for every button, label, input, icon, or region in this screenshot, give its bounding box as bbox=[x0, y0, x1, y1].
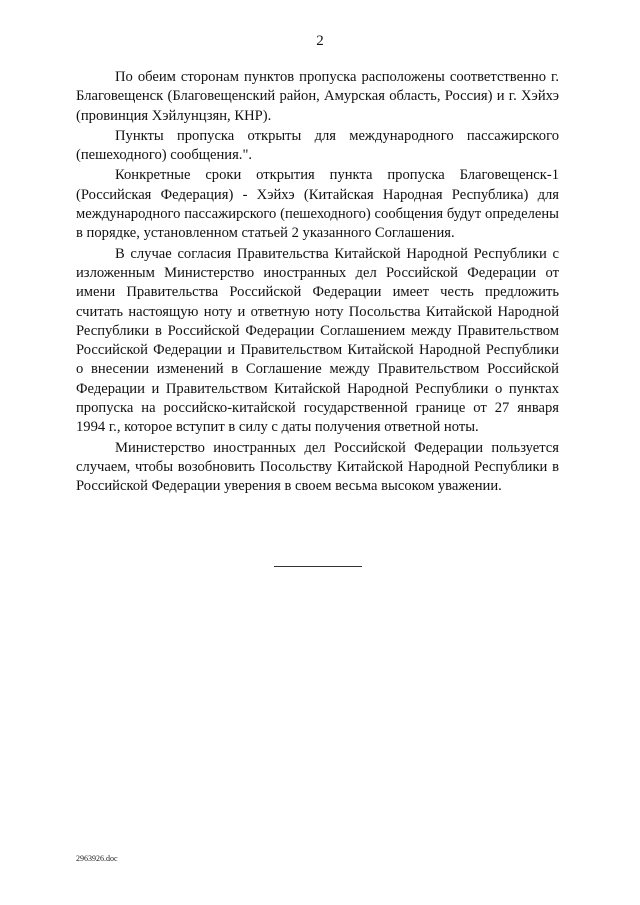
paragraph-checkpoints-location: По обеим сторонам пунктов пропуска расположены соответственно г. Благовещенск (Благовещенский район, Амурская область, Россия) и г. Хэйхэ (провинция Хэйлунцзян, КНР). bbox=[76, 69, 559, 124]
separator-line bbox=[274, 566, 362, 567]
document-file-code: 2963926.doc bbox=[76, 854, 118, 863]
paragraph-opening-dates: Конкретные сроки открытия пункта пропуска Благовещенск-1 (Российская Федерация) - Хэйхэ (Китайская Народная Республика) для международного пассажирского (пешеходного) сообщения будут определены в порядке, установленном статьей 2 указанного Соглашения. bbox=[76, 167, 559, 242]
paragraph-agreement-proposal: В случае согласия Правительства Китайской Народной Республики с изложенным Министерство иностранных дел Российской Федерации от имени Правительства Российской Федерации имеет честь предложить считать настоящую ноту и ответную ноту Посольства Китайской Народной Республики в Российской Федерации Соглашением между Правительством Российской Федерации и Правительством Китайской Народной Республики о внесении изменений в Соглашение между Правительством Российской Федерации и Правительством Китайской Народной Республики о пунктах пропуска на российско-китайской государственной границе от 27 января 1994 г., которое вступит в силу с даты получения ответной ноты. bbox=[76, 245, 559, 436]
paragraph-closing-courtesy: Министерство иностранных дел Российской Федерации пользуется случаем, чтобы возобновить Посольству Китайской Народной Республики в Российской Федерации уверения в своем весьма высоком уважении. bbox=[76, 439, 559, 495]
paragraph-checkpoints-open: Пункты пропуска открыты для международного пассажирского (пешеходного) сообщения.". bbox=[76, 127, 559, 164]
page-number: 2 bbox=[316, 33, 324, 49]
document-body bbox=[76, 68, 559, 498]
